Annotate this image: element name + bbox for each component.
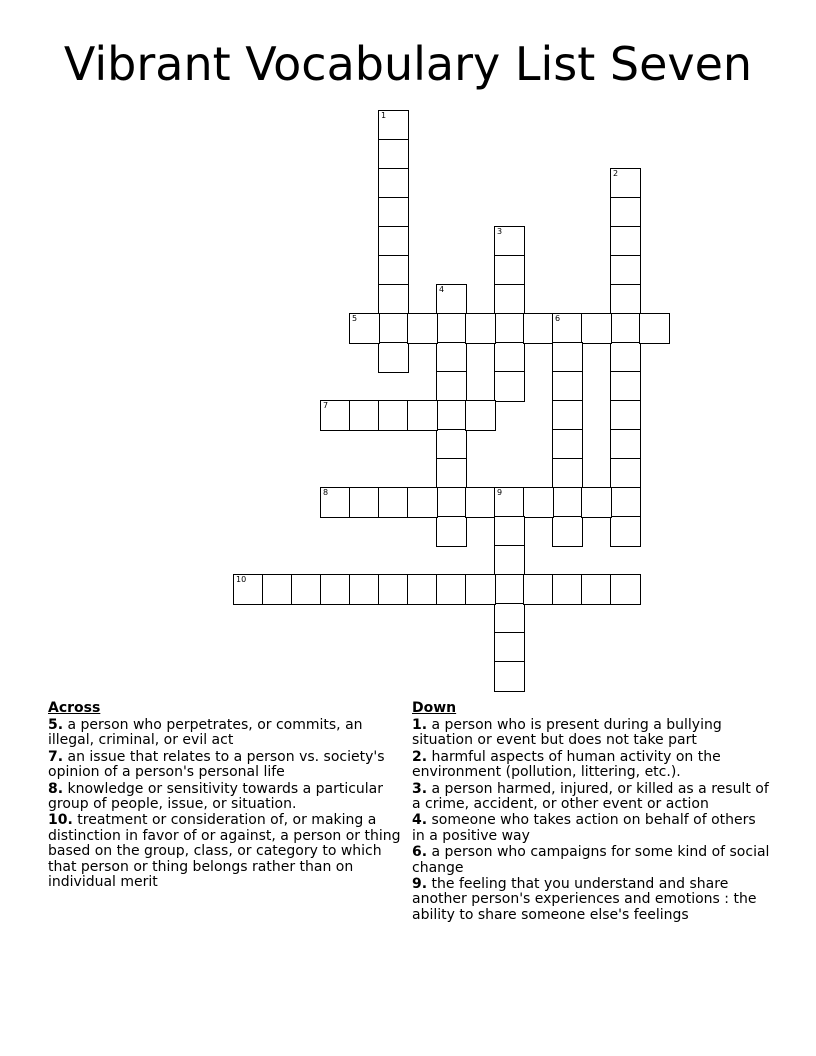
crossword-cell[interactable] xyxy=(494,574,525,605)
crossword-cell[interactable] xyxy=(378,342,409,373)
crossword-cell[interactable] xyxy=(610,342,641,373)
crossword-cell[interactable] xyxy=(465,313,496,344)
crossword-cell[interactable] xyxy=(494,545,525,576)
crossword-cell[interactable] xyxy=(436,313,467,344)
crossword-cell[interactable] xyxy=(436,487,467,518)
crossword-cell[interactable] xyxy=(378,255,409,286)
crossword-cell[interactable] xyxy=(610,197,641,228)
clue-text: a person harmed, injured, or killed as a result of a crime, accident, or other event or action xyxy=(412,780,769,813)
crossword-cell[interactable] xyxy=(320,487,351,518)
crossword-cell[interactable] xyxy=(378,168,409,199)
crossword-cell[interactable] xyxy=(378,197,409,228)
crossword-cell[interactable] xyxy=(523,574,554,605)
crossword-cell[interactable] xyxy=(581,313,612,344)
across-heading: Across xyxy=(48,700,101,716)
clue-number: 1. xyxy=(412,717,428,733)
clue-text: a person who perpetrates, or commits, an illegal, criminal, or evil act xyxy=(48,717,363,749)
cell-number: 2 xyxy=(613,169,619,178)
clue-down-1 xyxy=(412,718,772,749)
clue-number: 8. xyxy=(48,780,64,797)
clue-down-9 xyxy=(412,877,772,923)
crossword-cell[interactable] xyxy=(552,429,583,460)
cell-number: 3 xyxy=(497,227,503,236)
crossword-cell[interactable] xyxy=(349,400,380,431)
crossword-cell[interactable] xyxy=(436,458,467,489)
page-title: Vibrant Vocabulary List Seven xyxy=(63,37,753,91)
crossword-cell[interactable] xyxy=(436,574,467,605)
crossword-cell[interactable] xyxy=(436,400,467,431)
clue-across-8 xyxy=(48,782,408,813)
crossword-cell[interactable] xyxy=(436,342,467,373)
clue-across-10 xyxy=(48,813,408,890)
crossword-cell[interactable] xyxy=(610,371,641,402)
crossword-cell[interactable] xyxy=(320,574,351,605)
crossword-cell[interactable] xyxy=(494,313,525,344)
crossword-cell[interactable] xyxy=(494,661,525,692)
crossword-cell[interactable] xyxy=(436,429,467,460)
crossword-cell[interactable] xyxy=(378,487,409,518)
clue-number: 4. xyxy=(412,812,428,829)
clue-down-3 xyxy=(412,782,772,813)
crossword-cell[interactable] xyxy=(291,574,322,605)
clue-text: treatment or consideration of, or making a distinction in favor of or against, a person or thing based on the group, class, or category to which that person or thing belongs rather than on individual merit xyxy=(48,812,401,891)
clue-down-2 xyxy=(412,750,772,781)
clue-across-7 xyxy=(48,750,408,781)
cell-number: 10 xyxy=(236,575,247,584)
crossword-cell[interactable] xyxy=(378,313,409,344)
crossword-cell[interactable] xyxy=(465,487,496,518)
clue-text: harmful aspects of human activity on the environment (pollution, littering, etc.). xyxy=(412,748,721,781)
crossword-cell[interactable] xyxy=(610,255,641,286)
crossword-cell[interactable] xyxy=(523,313,554,344)
crossword-cell[interactable] xyxy=(552,400,583,431)
crossword-cell[interactable] xyxy=(407,313,438,344)
crossword-cell[interactable] xyxy=(320,400,351,431)
crossword-cell[interactable] xyxy=(494,226,525,257)
crossword-cell[interactable] xyxy=(465,574,496,605)
crossword-cell[interactable] xyxy=(494,603,525,634)
crossword-cell[interactable] xyxy=(610,284,641,315)
crossword-cell[interactable] xyxy=(610,226,641,257)
clue-text: an issue that relates to a person vs. society's opinion of a person's personal life xyxy=(48,748,385,781)
crossword-cell[interactable] xyxy=(407,487,438,518)
cell-number: 7 xyxy=(323,401,329,410)
cell-number: 4 xyxy=(439,285,445,294)
cell-number: 6 xyxy=(555,314,561,323)
crossword-cell[interactable] xyxy=(349,487,380,518)
crossword-cell[interactable] xyxy=(552,458,583,489)
crossword-cell[interactable] xyxy=(494,284,525,315)
clue-number: 2. xyxy=(412,748,428,765)
clue-number: 6. xyxy=(412,844,428,861)
crossword-cell[interactable] xyxy=(349,574,380,605)
cell-number: 1 xyxy=(381,111,387,120)
crossword-cell[interactable] xyxy=(639,313,670,344)
crossword-cell[interactable] xyxy=(378,226,409,257)
crossword-cell[interactable] xyxy=(494,342,525,373)
crossword-cell[interactable] xyxy=(552,574,583,605)
crossword-cell[interactable] xyxy=(610,574,641,605)
crossword-cell[interactable] xyxy=(378,284,409,315)
clue-down-6 xyxy=(412,845,772,876)
clue-number: 3. xyxy=(412,780,428,797)
clue-text: the feeling that you understand and share another person's experiences and emotions : the ability to share someone else's feelings xyxy=(412,876,757,923)
crossword-cell[interactable] xyxy=(494,632,525,663)
clue-number: 10. xyxy=(48,812,73,829)
crossword-cell[interactable] xyxy=(552,371,583,402)
crossword-cell[interactable] xyxy=(610,429,641,460)
crossword-cell[interactable] xyxy=(610,400,641,431)
clue-number: 5. xyxy=(48,717,64,733)
crossword-cell[interactable] xyxy=(494,487,525,518)
crossword-cell[interactable] xyxy=(552,487,583,518)
cell-number: 8 xyxy=(323,488,329,497)
crossword-cell[interactable] xyxy=(581,574,612,605)
crossword-cell[interactable] xyxy=(494,516,525,547)
crossword-cell[interactable] xyxy=(552,342,583,373)
crossword-cell[interactable] xyxy=(407,400,438,431)
crossword-cell[interactable] xyxy=(610,168,641,199)
across-clues xyxy=(48,700,408,891)
crossword-cell[interactable] xyxy=(610,487,641,518)
crossword-cell[interactable] xyxy=(262,574,293,605)
clue-across-5 xyxy=(48,718,408,749)
crossword-cell[interactable] xyxy=(494,371,525,402)
crossword-cell[interactable] xyxy=(378,110,409,141)
crossword-cell[interactable] xyxy=(610,313,641,344)
clue-text: knowledge or sensitivity towards a particular group of people, issue, or situation. xyxy=(48,780,384,813)
crossword-cell[interactable] xyxy=(349,313,380,344)
cell-number: 5 xyxy=(352,314,358,323)
clue-number: 7. xyxy=(48,748,64,765)
clue-number: 9. xyxy=(412,876,428,893)
crossword-cell[interactable] xyxy=(436,516,467,547)
clue-text: a person who is present during a bullying situation or event but does not take part xyxy=(412,717,722,749)
crossword-cell[interactable] xyxy=(581,487,612,518)
crossword-cell[interactable] xyxy=(407,574,438,605)
crossword-cell[interactable] xyxy=(552,313,583,344)
crossword-cell[interactable] xyxy=(494,255,525,286)
cell-number: 9 xyxy=(497,488,503,497)
clue-text: someone who takes action on behalf of others in a positive way xyxy=(412,812,756,844)
crossword-cell[interactable] xyxy=(610,458,641,489)
crossword-cell[interactable] xyxy=(233,574,264,605)
crossword-cell[interactable] xyxy=(378,139,409,170)
crossword-cell[interactable] xyxy=(436,371,467,402)
crossword-cell[interactable] xyxy=(378,400,409,431)
crossword-cell[interactable] xyxy=(552,516,583,547)
crossword-cell[interactable] xyxy=(610,516,641,547)
crossword-cell[interactable] xyxy=(465,400,496,431)
crossword-cell[interactable] xyxy=(436,284,467,315)
clue-text: a person who campaigns for some kind of social change xyxy=(412,844,770,876)
crossword-cell[interactable] xyxy=(378,574,409,605)
clue-down-4 xyxy=(412,813,772,844)
down-clues xyxy=(412,700,772,924)
down-heading: Down xyxy=(412,700,457,716)
crossword-cell[interactable] xyxy=(523,487,554,518)
